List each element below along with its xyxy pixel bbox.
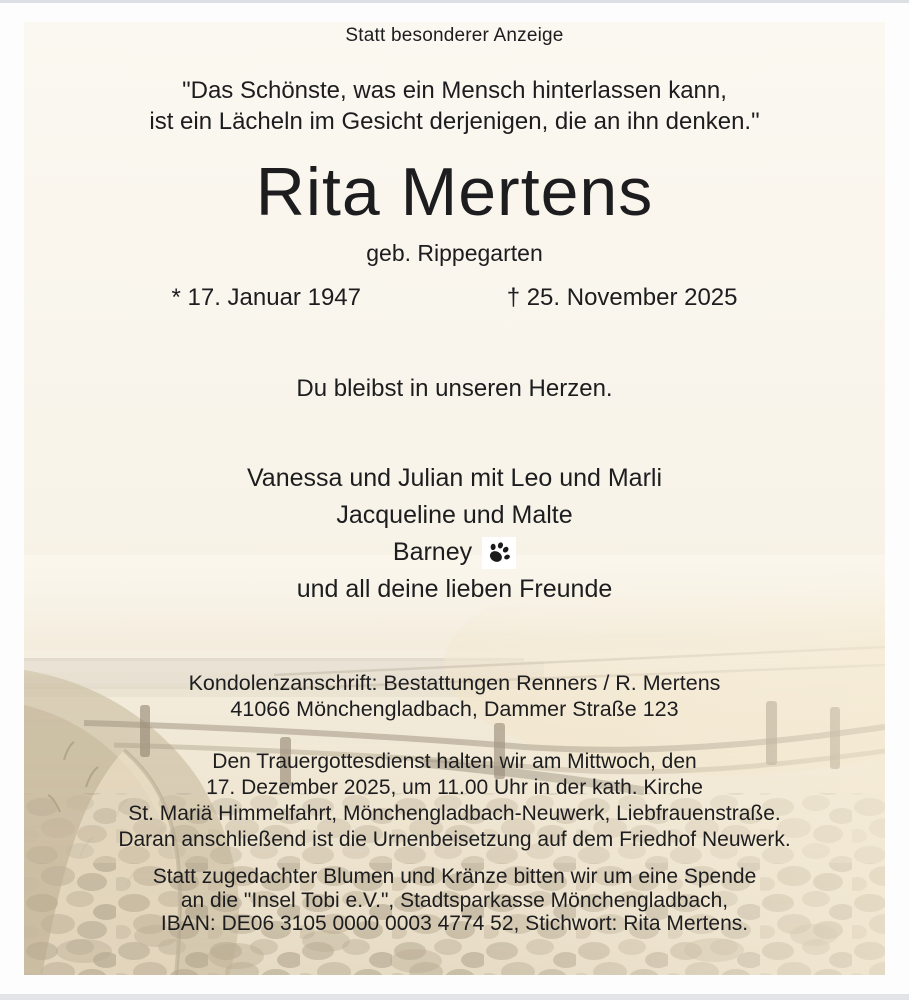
donation-line-3: IBAN: DE06 3105 0000 0003 4774 52, Stichwort: Rita Mertens. [160,912,749,935]
mourners-line-1: Vanessa und Julian mit Leo und Marli [246,464,663,492]
donation-line-2: an die "Insel Tobi e.V.", Stadtsparkasse Mönchengladbach, [180,888,729,912]
memorial-quote [24,75,885,137]
mourners-line-3 [24,534,885,571]
service-line-1: Den Trauergottesdienst halten wir am Mittwoch, den [212,750,697,773]
condolence-line-1: Kondolenzanschrift: Bestattungen Renners / R. Mertens [188,671,721,695]
mourners-line-2: Jacqueline und Malte [336,501,573,529]
pet-name: Barney [392,538,473,566]
service-line-4: Daran anschließend ist die Urnenbeisetzung auf dem Friedhof Neuwerk. [118,828,791,851]
memorial-quote-line1: "Das Schönste, was ein Mensch hinterlassen kann, [182,77,727,104]
mourners-line-4: und all deine lieben Freunde [296,575,613,603]
donation-line-1: Statt zugedachter Blumen und Kränze bitten wir um eine Spende [152,865,757,888]
notice-content [24,22,885,975]
scan-edge-top [0,0,909,3]
death-date: † 25. November 2025 [506,284,738,311]
life-dates [172,283,738,313]
scan-edge-bottom [0,994,909,1000]
memorial-quote-line2: ist ein Lächeln im Gesicht derjenigen, die an ihn denken." [149,108,760,135]
birth-date: * 17. Januar 1947 [171,284,361,311]
birth-name: geb. Rippegarten [366,240,543,266]
mourners-list [24,460,885,608]
deceased-name: Rita Mertens [255,154,654,230]
donation-request [24,865,885,936]
farewell-line: Du bleibst in unseren Herzen. [296,375,613,402]
condolence-address [24,670,885,722]
paw-icon [482,537,516,569]
condolence-line-2: 41066 Mönchengladbach, Dammer Straße 123 [230,697,679,721]
funeral-service-info [24,749,885,853]
service-line-2: 17. Dezember 2025, um 11.00 Uhr in der kath. Kirche [206,776,703,799]
obituary-notice [24,22,885,975]
service-line-3: St. Mariä Himmelfahrt, Mönchengladbach-Neuwerk, Liebfrauenstraße. [128,802,781,825]
notice-type-line: Statt besonderer Anzeige [345,25,564,46]
